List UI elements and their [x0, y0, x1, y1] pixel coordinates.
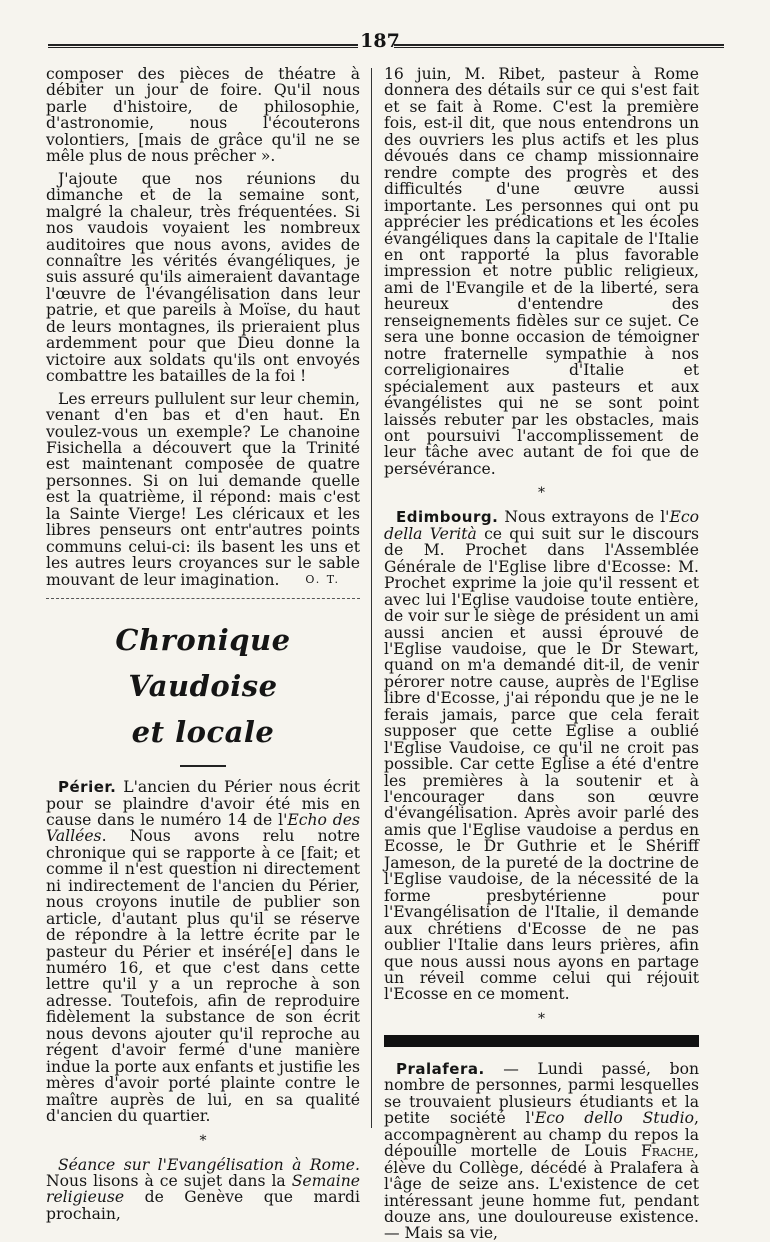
seance-text-a: Nous lisons à ce sujet dans la	[46, 1172, 292, 1191]
header-rule-right	[394, 44, 724, 48]
pralafera-article	[384, 1061, 699, 1242]
heading-rule	[180, 765, 226, 767]
seance-heading: Séance sur l'Evangélisation à Rome.	[58, 1155, 360, 1174]
pralafera-society: Eco dello Studio	[534, 1109, 695, 1128]
edimbourg-publication: Eco della Verità	[384, 508, 699, 543]
left-column	[46, 66, 360, 1222]
pralafera-text-b: , accompagnèrent au champ du repos la dépouille mortelle de Louis	[384, 1109, 700, 1161]
seance-publication: Semaine religieuse	[46, 1172, 360, 1207]
right-paragraph-1: 16 juin, M. Ribet, pasteur à Rome donnera des détails sur ce qui s'est fait et se fait à Rome. C'est la première fois, est-il dit, que nous entendrons un des ouvriers les plus actifs et les plus dévoués dans ce champ missionnaire rendre compte des progrès et des difficultés d'une œuvre aussi importante. Les personnes qui ont pu apprécier les prédications et les écoles évangéliques dans la capitale de l'Italie en ont rapporté la plus favorable impression et notre public religieux, ami de l'Evangile et de la liberté, sera heureux d'entendre des renseignements fidèles sur ce sujet. Ce sera une bonne occasion de témoigner notre fraternelle sympathie à nos correligionaires d'Italie et spécialement aux pasteurs et aux évangélistes qui ne se sont point laissés rebuter par les obstacles, mais ont poursuivi l'accomplissement de leur tâche avec autant de foi que de persévérance.	[384, 65, 699, 478]
edimbourg-text-b: ce qui suit sur le discours de M. Prochet dans l'Assemblée Générale de l'Eglise libre d'Ecosse: M. Prochet exprime la joie qu'il ressent et avec lui l'Eglise vaudoise toute entière, de voir sur le siège de président un ami aussi ancien et aussi éprouvé de l'Eglise vaudoise, que le Dr Stewart, quand on m'a demandé dit-il, de venir pérorer notre cause, auprès de l'Eglise libre d'Ecosse, j'ai répondu que je ne le ferais jamais, parce que cela ferait supposer que cette Eglise a oublié l'Eglise Vaudoise, ce qu'il ne croit pas possible. Car cette Eglise a été d'entre les premières à la soutenir et à l'encourager dans son œuvre d'évangélisation. Après avoir parlé des amis que l'Eglise vaudoise a perdus en Ecosse, le Dr Guthrie et le Shériff Jameson, de la pureté de la doctrine de l'Eglise vaudoise, de la nécessité de la forme presbytérienne pour l'Evangélisation de l'Italie, il demande aux chrétiens d'Ecosse de ne pas oublier l'Italie dans leurs prières, afin que nous aussi nous ayons en partage un réveil comme celui qui réjouit l'Ecosse en ce moment.	[384, 524, 699, 1004]
pralafera-placename: Pralafera.	[396, 1059, 485, 1078]
right-column	[384, 66, 699, 1242]
left-paragraph-1: composer des pièces de théatre à débiter un jour de foire. Qu'il nous parle d'histoire, de philosophie, d'astronomie, nous l'écouterons volontiers, [mais de grâce qu'il ne se mêle plus de nous prêcher ».	[46, 65, 360, 166]
seance-article	[46, 1157, 360, 1223]
perier-placename: Périer.	[58, 778, 117, 797]
section-heading	[46, 617, 360, 755]
page-number: 187	[360, 30, 400, 52]
star-separator-1: *	[538, 485, 545, 502]
edimbourg-text-a: Nous extrayons de l'	[498, 508, 670, 527]
section-separator	[46, 598, 360, 599]
seance-text-b: de Genève que mardi prochain,	[46, 1188, 360, 1223]
star-separator-2: *	[538, 1010, 545, 1027]
perier-article	[46, 779, 360, 1125]
pralafera-text-c: , élève du Collège, décédé à Pralafera à l'âge de seize ans. L'existence de cet intéressant jeune homme fut, pendant douze ans, une douloureuse existence. — Mais sa vie,	[384, 1142, 699, 1242]
pralafera-surname: Frache	[640, 1142, 695, 1161]
section-heading-line-2: et locale	[131, 715, 275, 750]
left-paragraph-2: J'ajoute que nos réunions du dimanche et de la semaine sont, malgré la chaleur, très fréquentées. Si nos vaudois voyaient les nombreux auditoires que nous avons, avides de connaître les vérités évangéliques, je suis assuré qu'ils aimeraient davantage l'œuvre de l'évangélisation dans leur patrie, et que pareils à Moïse, du haut de leurs montagnes, ils prieraient plus ardemment pour que Dieu donne la victoire aux soldats qu'ils ont envoyés combattre les batailles de la foi !	[46, 169, 360, 386]
perier-text-b: . Nous avons relu notre chronique qui se rapporte à ce [fait; et comme il n'est question ni directement ni indirectement de l'ancien du Périer, nous croyons inutile de publier son article, d'autant plus qu'il se réserve de répondre à la lettre écrite par le pasteur du Périer et inséré[e] dans le numéro 16, et que c'est dans cette lettre qu'il y a un reproche à son adresse. Toutefois, afin de reproduire fidèlement la substance de son écrit nous devons ajouter qu'il reproche au régent d'avoir fermé d'une manière indue la porte aux enfants et justifie les mères d'avoir porté plainte contre le maître auprès de lui, en sa qualité d'ancien du quartier.	[46, 827, 360, 1126]
left-paragraph-3-text: Les erreurs pullulent sur leur chemin, venant d'en bas et d'en haut. En voulez-vous un exemple? Le chanoine Fisichella a découvert que la Trinité est maintenant composée de quatre personnes. Si on lui demande quelle est la quatrième, il répond: mais c'est la Sainte Vierge! Les cléricaux et les libres penseurs ont entr'autres points communs celui-ci: ils basent les uns et les autres leurs croyances sur le sable mouvant de leur imagination.	[46, 389, 360, 589]
black-rule	[384, 1035, 699, 1047]
edimbourg-placename: Edimbourg.	[396, 508, 499, 527]
page-header	[48, 30, 724, 52]
pralafera-text-a: — Lundi passé, bon nombre de personnes, parmi lesquelles se trouvaient plusieurs étudiants et la petite société l'	[384, 1059, 699, 1128]
header-rule-left	[48, 44, 358, 48]
perier-publication: Echo des Vallées	[46, 810, 361, 846]
edimbourg-article	[384, 509, 699, 1003]
signature: O. T.	[305, 572, 340, 586]
perier-text-a: L'ancien du Périer nous écrit pour se plaindre d'avoir été mis en cause dans le numéro 14 de l'	[46, 778, 360, 829]
column-divider	[371, 68, 372, 1128]
section-heading-line-1: Chronique Vaudoise	[115, 623, 291, 704]
left-paragraph-3	[46, 391, 360, 588]
star-separator: *	[199, 1132, 207, 1149]
